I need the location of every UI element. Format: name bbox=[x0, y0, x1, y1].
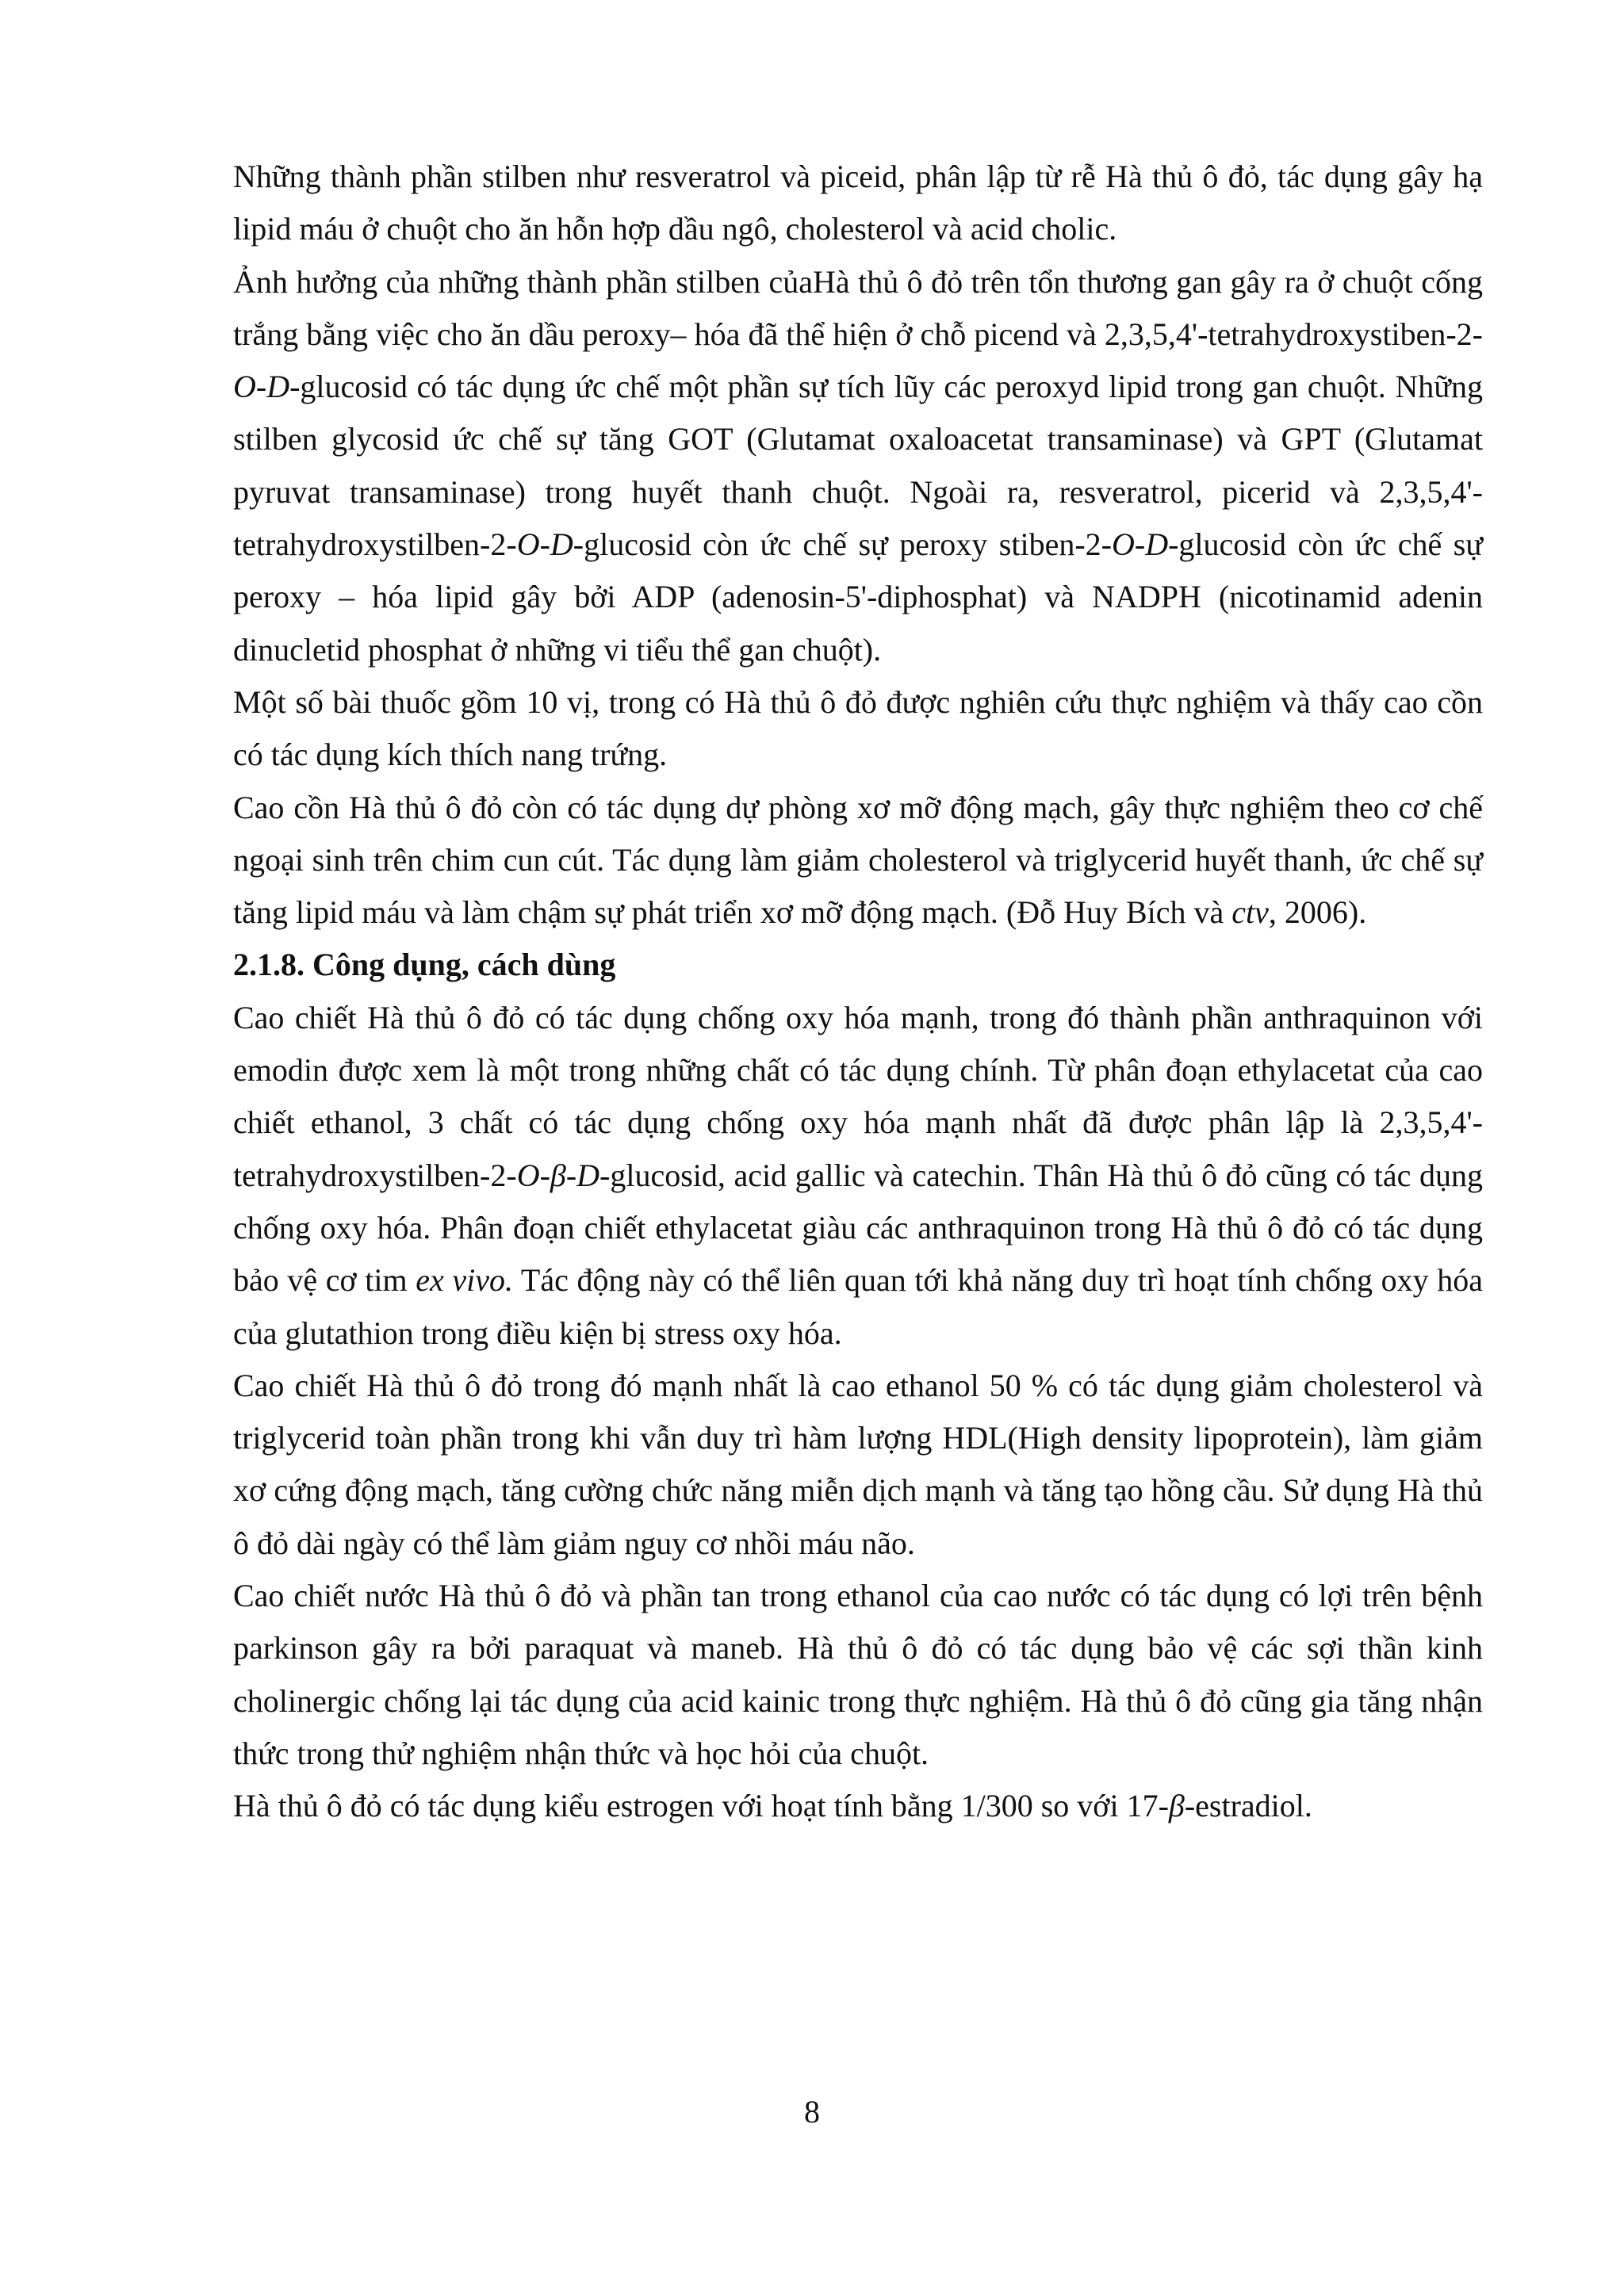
text-run: Ảnh hưởng của những thành phần stilben củaHà thủ ô đỏ trên tổn thương gan gây ra ở chuột cống trắng bằng việc cho ăn dầu peroxy– hóa đã thể hiện ở chỗ picend và 2,3,5,4'-tetrahydroxystiben-2- bbox=[233, 263, 1483, 352]
paragraph-atherosclerosis bbox=[233, 782, 1483, 939]
italic-run: ex vivo. bbox=[416, 1262, 514, 1299]
text-run: -glucosid, acid gallic và catechin. Thân Hà thủ ô đỏ cũng có tác dụng chống oxy hóa. Phân đoạn chiết ethylacetat giàu các anthraquinon trong Hà thủ ô đỏ có tác dụng bảo vệ cơ tim bbox=[233, 1157, 1483, 1299]
text-run: -glucosid còn ức chế sự peroxy – hóa lipid gây bởi ADP (adenosin-5'-diphosphat) và NADPH (nicotinamid adenin dinucletid phosphat ở những vi tiểu thể gan chuột). bbox=[233, 526, 1483, 668]
document-body bbox=[233, 151, 1483, 1833]
paragraph-remedy: Một số bài thuốc gồm 10 vị, trong có Hà thủ ô đỏ được nghiên cứu thực nghiệm và thấy cao cồn có tác dụng kích thích nang trứng. bbox=[233, 683, 1483, 773]
text-run: -glucosid còn ức chế sự peroxy stiben-2- bbox=[573, 526, 1112, 563]
page-number: 8 bbox=[804, 2094, 820, 2130]
text-run: Cao cồn Hà thủ ô đỏ còn có tác dụng dự phòng xơ mỡ động mạch, gây thực nghiệm theo cơ chế ngoại sinh trên chim cun cút. Tác dụng làm giảm cholesterol và triglycerid huyết thanh, ức chế sự tăng lipid máu và làm chậm sự phát triển xơ mỡ động mạch. (Đỗ Huy Bích và bbox=[233, 789, 1483, 931]
paragraph-neuroprotective: Cao chiết nước Hà thủ ô đỏ và phần tan trong ethanol của cao nước có tác dụng có lợi trên bệnh parkinson gây ra bởi paraquat và maneb. Hà thủ ô đỏ có tác dụng bảo vệ các sợi thần kinh cholinergic chống lại tác dụng của acid kainic trong thực nghiệm. Hà thủ ô đỏ cũng gia tăng nhận thức trong thử nghiệm nhận thức và học hỏi của chuột. bbox=[233, 1578, 1483, 1771]
italic-run: O-D bbox=[516, 526, 573, 563]
italic-run: O-β-D bbox=[516, 1157, 600, 1193]
paragraph-cholesterol: Cao chiết Hà thủ ô đỏ trong đó mạnh nhất là cao ethanol 50 % có tác dụng giảm cholesterol và triglycerid toàn phần trong khi vẫn duy trì hàm lượng HDL(High density lipoprotein), làm giảm xơ cứng động mạch, tăng cường chức năng miễn dịch mạnh và tăng tạo hồng cầu. Sử dụng Hà thủ ô đỏ dài ngày có thể làm giảm nguy cơ nhồi máu não. bbox=[233, 1367, 1483, 1561]
text-run: Tác động này có thể liên quan tới khả năng duy trì hoạt tính chống oxy hóa của glutathion trong điều kiện bị stress oxy hóa. bbox=[233, 1262, 1483, 1351]
paragraph-stilben-liver bbox=[233, 256, 1483, 676]
text-run: Cao chiết Hà thủ ô đỏ có tác dụng chống oxy hóa mạnh, trong đó thành phần anthraquinon với emodin được xem là một trong những chất có tác dụng chính. Từ phân đoạn ethylacetat của cao chiết ethanol, 3 chất có tác dụng chống oxy hóa mạnh nhất đã được phân lập là 2,3,5,4'-tetrahydroxystilben-2- bbox=[233, 999, 1483, 1193]
text-run: -estradiol. bbox=[1184, 1788, 1312, 1824]
paragraph-estrogen bbox=[233, 1780, 1483, 1832]
text-run: -glucosid có tác dụng ức chế một phần sự tích lũy các peroxyd lipid trong gan chuột. Những stilben glycosid ức chế sự tăng GOT (Glutamat oxaloacetat transaminase) và GPT (Glutamat pyruvat transaminase) trong huyết thanh chuột. Ngoài ra, resveratrol, picerid và 2,3,5,4'-tetrahydroxystilben-2- bbox=[233, 369, 1483, 563]
italic-run: ctv bbox=[1231, 894, 1269, 931]
paragraph-stilben-lipid: Những thành phần stilben như resveratrol và piceid, phân lập từ rễ Hà thủ ô đỏ, tác dụng gây hạ lipid máu ở chuột cho ăn hỗn hợp dầu ngô, cholesterol và acid cholic. bbox=[233, 159, 1483, 247]
italic-run: O-D bbox=[1112, 526, 1169, 563]
italic-run: O-D bbox=[233, 369, 290, 405]
section-heading: 2.1.8. Công dụng, cách dùng bbox=[233, 947, 616, 983]
text-run: , 2006). bbox=[1268, 894, 1367, 931]
text-run: Hà thủ ô đỏ có tác dụng kiểu estrogen với hoạt tính bằng 1/300 so với 17- bbox=[233, 1788, 1169, 1824]
italic-run: β bbox=[1168, 1788, 1185, 1824]
paragraph-antioxidant bbox=[233, 992, 1483, 1360]
